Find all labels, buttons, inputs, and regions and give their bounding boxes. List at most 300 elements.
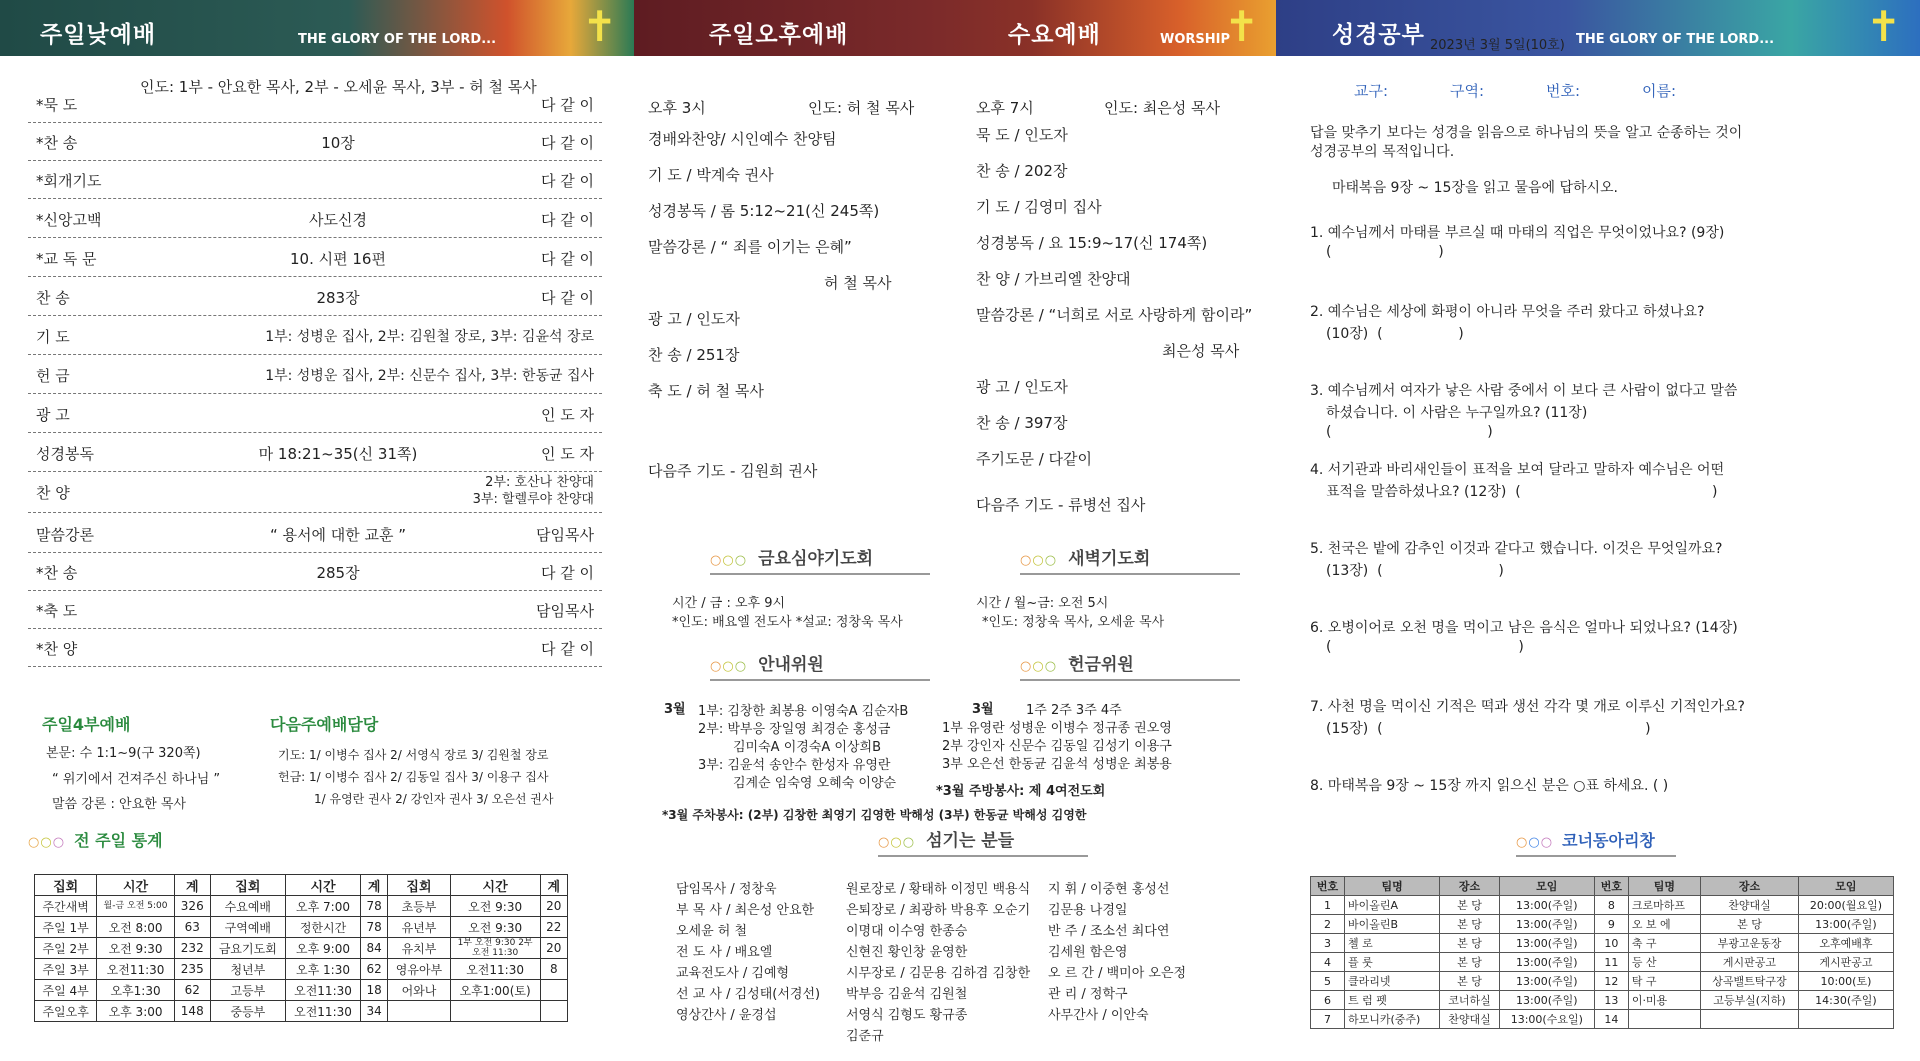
staff-line: 사무간사 / 이안숙	[1048, 1008, 1149, 1023]
guide-line: 김계순 임숙영 오혜숙 이양순	[733, 776, 897, 791]
club-header: 팀명	[1628, 877, 1700, 896]
club-cell: 5	[1311, 972, 1345, 991]
stats-cell: 오전 8:00	[97, 917, 175, 938]
club-cell: 오 보 에	[1628, 915, 1700, 934]
offering-heading	[1020, 650, 1240, 681]
dots-icon: ○○○	[710, 553, 748, 568]
wednesday-line: 광 고 / 인도자	[976, 378, 1068, 396]
study-field-label: 번호:	[1546, 82, 1581, 100]
club-cell: 고등부실(지하)	[1701, 991, 1799, 1010]
club-cell: 6	[1311, 991, 1345, 1010]
study-field-label: 구역:	[1450, 82, 1485, 100]
club-cell: 게시판공고	[1701, 953, 1799, 972]
dots-icon: ○○○	[878, 835, 916, 850]
afternoon-line: 기 도 / 박계숙 권사	[648, 166, 774, 184]
question-text: 3. 예수님께서 여자가 낳은 사람 중에서 이 보다 큰 사람이 없다고 말씀	[1310, 383, 1738, 399]
stats-row	[35, 938, 568, 959]
worship-row	[28, 394, 602, 433]
worship-item-name: *찬 송	[36, 134, 78, 152]
club-cell: 게시판공고	[1798, 953, 1893, 972]
staff-line: 전 도 사 / 배요엘	[676, 945, 773, 960]
staff-line: 교육전도사 / 김예형	[676, 966, 790, 981]
next-week-offering: 헌금: 1/ 이병수 집사 2/ 김동일 집사 3/ 이용구 집사	[278, 770, 549, 784]
stats-row	[35, 917, 568, 938]
staff-line: 영상간사 / 윤경섭	[676, 1008, 777, 1023]
stats-cell: 22	[540, 917, 567, 938]
question-item	[1310, 538, 1745, 617]
stats-row	[35, 980, 568, 1001]
wednesday-leader: 인도: 최은성 목사	[1104, 99, 1221, 117]
study-intro-2: 성경공부의 목적입니다.	[1310, 144, 1455, 160]
cross-icon: ✝	[582, 2, 618, 51]
wednesday-line: 찬 양 / 가브리엘 찬양대	[976, 270, 1131, 288]
staff-list-1	[676, 878, 820, 1025]
club-cell: 본 당	[1440, 934, 1499, 953]
stats-cell: 235	[174, 959, 210, 980]
stats-header: 집회	[35, 875, 97, 896]
question-item	[1310, 696, 1745, 775]
stats-cell: 63	[174, 917, 210, 938]
answer-line: (10장) ( )	[1326, 326, 1464, 342]
worship-item-leader: 다 같 이	[540, 289, 594, 307]
club-header: 번호	[1311, 877, 1345, 896]
stats-cell: 월-금 오전 5:00	[97, 896, 175, 917]
club-cell: 상곡밸트탁구장	[1701, 972, 1799, 991]
banner-subtitle: THE GLORY OF THE LORD...	[1576, 32, 1775, 47]
study-intro: 답을 맞추기 보다는 성경을 읽음으로 하나님의 뜻을 알고 순종하는 것이	[1310, 125, 1743, 141]
banner-subtitle: WORSHIP	[1160, 32, 1231, 47]
question-text: 2. 예수님은 세상에 화평이 아니라 무엇을 주러 왔다고 하셨나요?	[1310, 304, 1705, 320]
stats-cell: 18	[361, 980, 388, 1001]
stats-cell: 232	[174, 938, 210, 959]
fourth-service-title: 주일4부예배	[42, 715, 131, 734]
worship-item-leader: 담임목사	[536, 602, 594, 620]
question-text: 4. 서기관과 바리새인들이 표적을 보여 달라고 말하자 예수님은 어떤	[1310, 462, 1725, 478]
stats-heading	[28, 828, 163, 851]
club-cell: 코너하실	[1440, 991, 1499, 1010]
stats-cell: 오전 9:30	[450, 917, 540, 938]
worship-row	[28, 514, 602, 553]
stats-cell: 62	[174, 980, 210, 1001]
worship-item-name: *신앙고백	[36, 211, 102, 229]
stats-cell: 중등부	[210, 1001, 285, 1022]
wednesday-line: 말씀강론 / “너희로 서로 사랑하게 함이라”	[976, 306, 1253, 324]
offering-line: 1부 유영란 성병운 이병수 정규종 권오영	[942, 721, 1172, 736]
staff-list-3	[1048, 878, 1186, 1025]
club-cell: 13:00(수요일)	[1499, 1010, 1594, 1029]
stats-cell: 초등부	[388, 896, 450, 917]
worship-item-name: 성경봉독	[36, 445, 94, 463]
guide-line: 2부: 박부응 장일영 최경순 홍성금	[698, 722, 891, 737]
club-cell: 13:00(주일)	[1499, 896, 1594, 915]
stats-cell: 수요예배	[210, 896, 285, 917]
club-cell: 13:00(주일)	[1798, 915, 1893, 934]
stats-cell: 금요기도회	[210, 938, 285, 959]
answer-line: ( )	[1326, 639, 1524, 655]
fourth-service-sermon: “ 위기에서 건져주신 하나님 ”	[52, 772, 221, 787]
club-header: 모임	[1798, 877, 1893, 896]
wednesday-time: 오후 7시	[976, 99, 1034, 117]
answer-line: (15장) ( )	[1326, 721, 1651, 737]
stats-cell: 주일 2부	[35, 938, 97, 959]
worship-item-leader: 다 같 이	[540, 250, 594, 268]
club-cell: 13:00(주일)	[1499, 991, 1594, 1010]
next-week-offering-2: 1/ 유영란 권사 2/ 강인자 권사 3/ 오은선 권사	[314, 792, 554, 806]
wednesday-line: 기 도 / 김영미 집사	[976, 198, 1102, 216]
offering-list	[942, 717, 1172, 771]
worship-item-name: *회개기도	[36, 172, 102, 190]
club-row	[1311, 915, 1894, 934]
worship-row	[28, 628, 602, 667]
stats-header: 시간	[97, 875, 175, 896]
fourth-service-text: 본문: 수 1:1~9(구 320쪽)	[46, 746, 201, 761]
club-cell: 12	[1594, 972, 1628, 991]
worship-row	[28, 433, 602, 472]
guide-list	[698, 700, 908, 790]
stats-cell: 정한시간	[285, 917, 360, 938]
wednesday-line: 찬 송 / 202장	[976, 162, 1068, 180]
dots-icon: ○○○	[710, 659, 748, 674]
next-week-prayer: 기도: 1/ 이병수 집사 2/ 서영식 장로 3/ 김원철 장로	[278, 748, 549, 762]
staff-line: 오 르 간 / 백미아 오은정	[1048, 966, 1187, 981]
afternoon-time: 오후 3시	[648, 99, 706, 117]
worship-item-leader: 1부: 성병운 집사, 2부: 신문수 집사, 3부: 한동균 집사	[265, 368, 594, 384]
kitchen-service: *3월 주방봉사: 제 4여전도회	[936, 784, 1106, 799]
worship-item-detail: “ 용서에 대한 교훈 ”	[269, 526, 407, 544]
club-cell	[1798, 1010, 1893, 1029]
worship-leaders: 인도: 1부 - 안요한 목사, 2부 - 오세윤 목사, 3부 - 허 철 목사	[140, 78, 537, 96]
club-cell: 클라리넷	[1344, 972, 1439, 991]
club-cell: 본 당	[1701, 915, 1799, 934]
worship-row	[28, 84, 602, 123]
stats-header: 시간	[285, 875, 360, 896]
question-text: 7. 사천 명을 먹이신 기적은 떡과 생선 각각 몇 개로 이루신 기적인가요?	[1310, 699, 1745, 715]
answer-line: ( )	[1326, 424, 1493, 440]
club-cell: 13:00(주일)	[1499, 934, 1594, 953]
worship-item-leader: 다 같 이	[540, 640, 594, 658]
dawn-time: 시간 / 월~금: 오전 5시	[976, 596, 1109, 611]
staff-title: 섬기는 분들	[926, 831, 1015, 851]
club-cell: 7	[1311, 1010, 1345, 1029]
club-cell: 트 럼 펫	[1344, 991, 1439, 1010]
friday-heading	[710, 544, 930, 575]
stats-cell: 오후 7:00	[285, 896, 360, 917]
club-cell: 14:30(주일)	[1798, 991, 1893, 1010]
cross-icon: ✝	[1224, 2, 1260, 51]
stats-cell: 오전11:30	[97, 959, 175, 980]
club-cell: 본 당	[1440, 896, 1499, 915]
afternoon-leader: 인도: 허 철 목사	[808, 99, 915, 117]
wednesday-order	[976, 124, 1252, 484]
staff-line: 서영식 김형도 황규종	[846, 1008, 968, 1023]
club-cell: 축 구	[1628, 934, 1700, 953]
worship-row	[28, 199, 602, 238]
club-table	[1310, 876, 1894, 1029]
stats-cell: 62	[361, 959, 388, 980]
stats-cell: 주간새벽	[35, 896, 97, 917]
worship-item-name: 헌 금	[36, 367, 70, 385]
stats-header: 계	[540, 875, 567, 896]
club-cell: 1	[1311, 896, 1345, 915]
study-instruction: 마태복음 9장 ~ 15장을 읽고 물음에 답하시오.	[1332, 180, 1618, 196]
question-item	[1310, 380, 1745, 459]
club-cell: 오후예배후	[1798, 934, 1893, 953]
club-cell: 13:00(주일)	[1499, 972, 1594, 991]
question-item	[1310, 617, 1745, 696]
afternoon-line: 말씀강론 / “ 죄를 이기는 은혜”	[648, 238, 852, 256]
afternoon-line: 성경봉독 / 롬 5:12~21(신 245쪽)	[648, 202, 880, 220]
worship-item-name: *묵 도	[36, 96, 78, 114]
worship-item-detail: 10. 시편 16편	[290, 250, 386, 268]
staff-line: 오세윤 허 철	[676, 924, 748, 939]
dots-icon: ○○○	[1020, 659, 1058, 674]
fourth-service-preacher: 말씀 강론 : 안요한 목사	[52, 797, 186, 812]
club-cell: 플 룻	[1344, 953, 1439, 972]
question-text: 1. 예수님께서 마태를 부르실 때 마태의 직업은 무엇이었나요? (9장)	[1310, 225, 1725, 241]
bible-study-column	[1276, 0, 1920, 1061]
club-cell: 바이올린B	[1344, 915, 1439, 934]
club-header: 모임	[1499, 877, 1594, 896]
worship-item-name: 찬 송	[36, 289, 70, 307]
guide-line: 3부: 김윤석 송안수 한성자 유영란	[698, 758, 891, 773]
friday-title: 금요심야기도회	[758, 549, 874, 569]
worship-item-leader: 다 같 이	[540, 211, 594, 229]
stats-cell	[388, 1001, 450, 1022]
stats-cell: 주일오후	[35, 1001, 97, 1022]
staff-line: 김세원 함은영	[1048, 945, 1128, 960]
worship-item-name: *축 도	[36, 602, 78, 620]
club-cell: 크로마하프	[1628, 896, 1700, 915]
club-cell: 10:00(토)	[1798, 972, 1893, 991]
worship-item-name: 기 도	[36, 328, 70, 346]
friday-leaders: *인도: 배요엘 전도사 *설교: 정창욱 목사	[672, 615, 903, 630]
afternoon-order	[648, 128, 892, 416]
banner-title: 주일오후예배	[709, 22, 849, 48]
staff-line: 시무장로 / 김문용 김하겸 김창한	[846, 966, 1031, 981]
stats-table	[34, 874, 568, 1022]
sunday-worship-column	[0, 0, 634, 1061]
worship-item-detail: 10장	[321, 134, 355, 152]
stats-header: 계	[174, 875, 210, 896]
afternoon-line: 찬 송 / 251장	[648, 346, 740, 364]
club-header: 장소	[1440, 877, 1499, 896]
question-text: 8. 마태복음 9장 ~ 15장 까지 읽으신 분은 ○표 하세요. ( )	[1310, 778, 1669, 794]
stats-cell: 78	[361, 896, 388, 917]
staff-heading	[878, 826, 1088, 857]
club-cell: 첼 로	[1344, 934, 1439, 953]
stats-cell: 오전 9:30	[97, 938, 175, 959]
stats-cell: 주일 4부	[35, 980, 97, 1001]
offering-weeks: 1주 2주 3주 4주	[1026, 703, 1122, 718]
worship-item-leader: 1부: 성병운 집사, 2부: 김원철 장로, 3부: 김윤석 장로	[265, 329, 594, 345]
club-header: 번호	[1594, 877, 1628, 896]
stats-cell: 오후 9:00	[285, 938, 360, 959]
worship-item-leader: 다 같 이	[540, 564, 594, 582]
stats-cell: 오후 3:00	[97, 1001, 175, 1022]
stats-header: 시간	[450, 875, 540, 896]
club-row	[1311, 953, 1894, 972]
stats-cell: 1부 오전 9:30 2부 오전 11:30	[450, 938, 540, 959]
afternoon-next-prayer: 다음주 기도 - 김원희 권사	[648, 462, 818, 480]
staff-line: 반 주 / 조소선 최다연	[1048, 924, 1170, 939]
dawn-title: 새벽기도회	[1068, 549, 1151, 569]
club-cell: 14	[1594, 1010, 1628, 1029]
worship-row	[28, 122, 602, 161]
club-cell: 탁 구	[1628, 972, 1700, 991]
stats-header: 집회	[388, 875, 450, 896]
stats-row	[35, 1001, 568, 1022]
stats-cell	[540, 980, 567, 1001]
worship-item-leader: 담임목사	[536, 526, 594, 544]
guide-heading	[710, 650, 930, 681]
stats-cell: 오후 1:30	[285, 959, 360, 980]
worship-item-leader: 인 도 자	[540, 406, 594, 424]
afternoon-line: 허 철 목사	[824, 274, 892, 292]
question-text: 5. 천국은 밭에 감추인 이것과 같다고 했습니다. 이것은 무엇일까요?	[1310, 541, 1723, 557]
staff-line: 선 교 사 / 김성태(서경선)	[676, 987, 821, 1002]
worship-item-name: 광 고	[36, 406, 70, 424]
club-header: 장소	[1701, 877, 1799, 896]
stats-cell: 326	[174, 896, 210, 917]
study-field-label: 이름:	[1642, 82, 1677, 100]
staff-line: 부 목 사 / 최은성 안요한	[676, 903, 815, 918]
club-cell: 하모니카(중주)	[1344, 1010, 1439, 1029]
stats-row	[35, 959, 568, 980]
club-cell: 3	[1311, 934, 1345, 953]
worship-item-detail: 마 18:21~35(신 31쪽)	[258, 445, 418, 463]
study-fields	[1354, 80, 1738, 101]
stats-cell: 유년부	[388, 917, 450, 938]
worship-row	[28, 316, 602, 355]
club-cell: 등 산	[1628, 953, 1700, 972]
stats-row	[35, 896, 568, 917]
answer-line: ( )	[1326, 244, 1444, 260]
worship-row	[28, 552, 602, 591]
worship-item-name: 말씀강론	[36, 526, 94, 544]
staff-list-2	[846, 878, 1030, 1046]
club-cell: 바이올린A	[1344, 896, 1439, 915]
wednesday-line: 성경봉독 / 요 15:9~17(신 174쪽)	[976, 234, 1208, 252]
club-cell: 11	[1594, 953, 1628, 972]
afternoon-line: 광 고 / 인도자	[648, 310, 740, 328]
stats-cell: 고등부	[210, 980, 285, 1001]
banner-title-2: 수요예배	[1008, 22, 1101, 48]
afternoon-line: 축 도 / 허 철 목사	[648, 382, 764, 400]
staff-line: 원로장로 / 황태하 이정민 백용식	[846, 882, 1031, 897]
worship-item-name: 찬 양	[36, 484, 70, 502]
worship-item-detail: 사도신경	[309, 211, 367, 229]
worship-row	[28, 160, 602, 199]
staff-line: 이명대 이수영 한종승	[846, 924, 968, 939]
staff-line: 관 리 / 정학구	[1048, 987, 1128, 1002]
club-cell: 13:00(주일)	[1499, 915, 1594, 934]
dots-icon: ○○○	[1020, 553, 1058, 568]
stats-header: 집회	[210, 875, 285, 896]
afternoon-line: 경배와찬양/ 시인예수 찬양팀	[648, 130, 837, 148]
staff-line: 김문용 나경일	[1048, 903, 1128, 918]
stats-cell	[450, 1001, 540, 1022]
club-cell	[1628, 1010, 1700, 1029]
stats-header: 계	[361, 875, 388, 896]
worship-item-name: *찬 송	[36, 564, 78, 582]
wednesday-line: 묵 도 / 인도자	[976, 126, 1068, 144]
stats-cell	[540, 1001, 567, 1022]
club-cell: 본 당	[1440, 915, 1499, 934]
friday-time: 시간 / 금 : 오후 9시	[672, 596, 786, 611]
worship-row	[28, 277, 602, 316]
worship-item-detail: 285장	[316, 564, 360, 582]
wednesday-line: 찬 송 / 397장	[976, 414, 1068, 432]
worship-row	[28, 238, 602, 277]
offering-title: 헌금위원	[1068, 655, 1134, 675]
stats-cell: 오후1:30	[97, 980, 175, 1001]
stats-cell: 주일 1부	[35, 917, 97, 938]
banner-title: 주일낮예배	[40, 22, 157, 48]
stats-cell: 20	[540, 938, 567, 959]
banner-title: 성경공부	[1332, 22, 1425, 48]
answer-line: 하셨습니다. 이 사람은 누구일까요? (11장)	[1326, 405, 1588, 421]
worship-item-leader: 다 같 이	[540, 134, 594, 152]
club-title: 코너동아리창	[1562, 831, 1655, 850]
worship-item-leader: 다 같 이	[540, 96, 594, 114]
stats-cell: 주일 3부	[35, 959, 97, 980]
afternoon-wednesday-column	[634, 0, 1276, 1061]
question-item	[1310, 301, 1745, 380]
stats-cell: 34	[361, 1001, 388, 1022]
question-item	[1310, 222, 1745, 301]
guide-line: 김미숙A 이경숙A 이상희B	[733, 740, 881, 755]
stats-cell: 오전11:30	[285, 980, 360, 1001]
club-row	[1311, 934, 1894, 953]
worship-item-leader: 2부: 호산나 찬양대 3부: 할렐루야 찬양대	[472, 475, 594, 507]
staff-line: 박부응 김윤석 김원철	[846, 987, 968, 1002]
stats-cell: 오전 9:30	[450, 896, 540, 917]
cross-icon: ✝	[1866, 2, 1902, 51]
stats-cell: 오전11:30	[450, 959, 540, 980]
worship-item-leader: 인 도 자	[540, 445, 594, 463]
dots-icon: ○○○	[1516, 835, 1554, 850]
offering-line: 2부 강인자 신문수 김동일 김성기 이용구	[942, 739, 1172, 754]
club-row	[1311, 896, 1894, 915]
club-cell: 4	[1311, 953, 1345, 972]
offering-month: 3월	[972, 702, 994, 717]
worship-item-leader: 다 같 이	[540, 172, 594, 190]
question-text: 6. 오병이어로 오천 명을 먹이고 남은 음식은 얼마나 되었나요? (14장)	[1310, 620, 1738, 636]
worship-item-name: *찬 양	[36, 640, 78, 658]
study-questions	[1310, 222, 1745, 854]
club-cell: 찬양대실	[1440, 1010, 1499, 1029]
club-cell: 13:00(주일)	[1499, 953, 1594, 972]
next-week-title: 다음주예배담당	[270, 715, 379, 734]
club-cell: 2	[1311, 915, 1345, 934]
stats-cell: 148	[174, 1001, 210, 1022]
offering-line: 3부 오은선 한동균 김윤석 성병운 최봉용	[942, 757, 1172, 772]
club-cell: 20:00(월요일)	[1798, 896, 1893, 915]
stats-cell: 구역예배	[210, 917, 285, 938]
wednesday-line: 최은성 목사	[1162, 342, 1240, 360]
worship-row	[28, 355, 602, 394]
stats-cell: 영유아부	[388, 959, 450, 980]
club-row	[1311, 991, 1894, 1010]
club-cell: 8	[1594, 896, 1628, 915]
stats-cell: 유치부	[388, 938, 450, 959]
club-cell: 9	[1594, 915, 1628, 934]
parking-service: *3월 주차봉사: (2부) 김창한 최영기 김영한 박해성 (3부) 한동균 박해성 김영한	[662, 808, 1087, 822]
staff-line: 김준규	[846, 1029, 884, 1044]
answer-line: (13장) ( )	[1326, 563, 1504, 579]
stats-cell: 20	[540, 896, 567, 917]
study-field-label: 교구:	[1354, 82, 1389, 100]
